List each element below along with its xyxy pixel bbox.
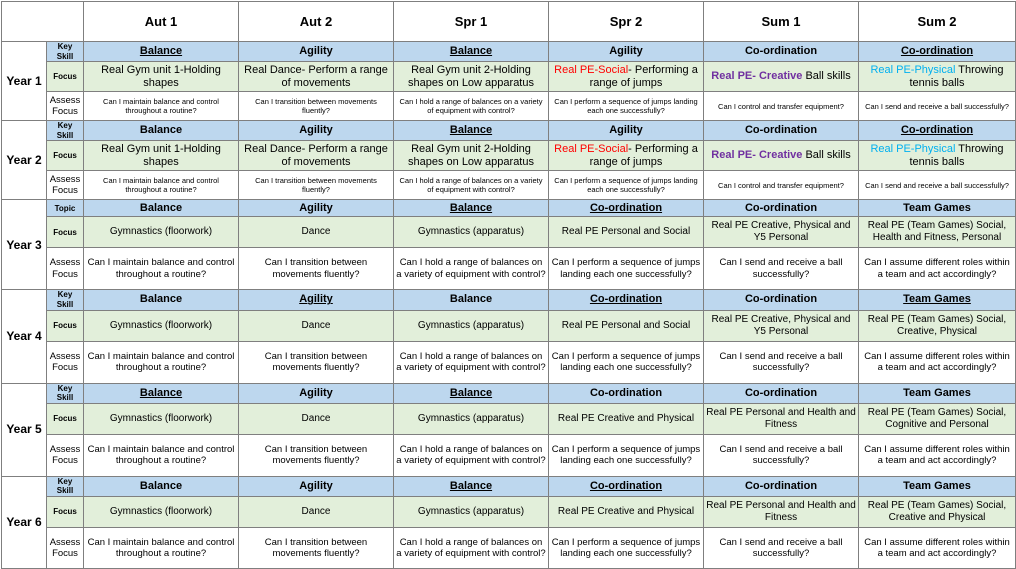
key-skill-cell: Balance xyxy=(394,200,549,217)
focus-cell: Real PE Creative and Physical xyxy=(549,496,704,527)
focus-text: Ball skills xyxy=(802,70,851,83)
key-skill-row xyxy=(2,476,1016,496)
term-header-row xyxy=(2,2,1016,42)
assess-cell: Can I transition between movements fluently? xyxy=(239,341,394,383)
focus-row xyxy=(2,62,1016,92)
year-label: Year 3 xyxy=(2,200,47,290)
term-header: Aut 2 xyxy=(239,2,394,42)
assess-cell: Can I transition between movements fluently? xyxy=(239,92,394,121)
year-label: Year 2 xyxy=(2,121,47,200)
assess-cell: Can I maintain balance and control throughout a routine? xyxy=(84,92,239,121)
focus-cell xyxy=(549,62,704,92)
assess-cell: Can I hold a range of balances on a variety of equipment with control? xyxy=(394,171,549,200)
key-skill-cell: Co-ordination xyxy=(859,42,1016,62)
assess-row xyxy=(2,341,1016,383)
focus-cell xyxy=(704,62,859,92)
assess-cell: Can I maintain balance and control throughout a routine? xyxy=(84,248,239,290)
focus-cell: Real PE (Team Games) Social, Creative, Physical xyxy=(859,310,1016,341)
focus-highlight: Real PE- Creative xyxy=(711,70,803,83)
focus-cell xyxy=(704,141,859,171)
term-header: Spr 1 xyxy=(394,2,549,42)
assess-cell: Can I assume different roles within a team and act accordingly? xyxy=(859,248,1016,290)
row-label: Focus xyxy=(47,403,84,434)
focus-highlight: Real PE-Physical xyxy=(870,63,956,76)
focus-cell: Dance xyxy=(239,403,394,434)
key-skill-cell: Balance xyxy=(84,200,239,217)
focus-cell: Gymnastics (apparatus) xyxy=(394,403,549,434)
key-skill-cell: Team Games xyxy=(859,383,1016,403)
term-header: Sum 2 xyxy=(859,2,1016,42)
row-label: Assess Focus xyxy=(47,92,84,121)
row-label: Focus xyxy=(47,310,84,341)
focus-cell: Real Gym unit 1-Holding shapes xyxy=(84,141,239,171)
key-skill-row xyxy=(2,121,1016,141)
focus-highlight: Real PE-Social xyxy=(554,63,629,76)
focus-text: Throwing tennis balls xyxy=(909,142,1004,168)
key-skill-cell: Co-ordination xyxy=(549,383,704,403)
curriculum-table xyxy=(1,1,1016,569)
row-label: Key Skill xyxy=(47,121,84,141)
key-skill-cell: Balance xyxy=(84,476,239,496)
focus-row xyxy=(2,217,1016,248)
key-skill-cell: Co-ordination xyxy=(704,200,859,217)
term-header: Sum 1 xyxy=(704,2,859,42)
year-label: Year 1 xyxy=(2,42,47,121)
assess-cell: Can I perform a sequence of jumps landing each one successfully? xyxy=(549,92,704,121)
focus-cell: Dance xyxy=(239,310,394,341)
key-skill-cell: Co-ordination xyxy=(859,121,1016,141)
assess-cell: Can I hold a range of balances on a variety of equipment with control? xyxy=(394,341,549,383)
key-skill-cell: Balance xyxy=(394,290,549,310)
focus-cell: Real PE Personal and Social xyxy=(549,310,704,341)
focus-cell: Gymnastics (apparatus) xyxy=(394,310,549,341)
focus-cell: Real Gym unit 2-Holding shapes on Low apparatus xyxy=(394,62,549,92)
focus-cell: Real Gym unit 2-Holding shapes on Low apparatus xyxy=(394,141,549,171)
focus-highlight: Real PE-Physical xyxy=(870,142,956,155)
assess-cell: Can I perform a sequence of jumps landing each one successfully? xyxy=(549,171,704,200)
focus-cell: Real PE Personal and Health and Fitness xyxy=(704,496,859,527)
key-skill-cell: Agility xyxy=(549,121,704,141)
row-label: Assess Focus xyxy=(47,341,84,383)
key-skill-cell: Team Games xyxy=(859,200,1016,217)
key-skill-cell: Co-ordination xyxy=(704,476,859,496)
focus-row xyxy=(2,403,1016,434)
focus-cell: Dance xyxy=(239,217,394,248)
year-label: Year 4 xyxy=(2,290,47,383)
key-skill-cell: Balance xyxy=(84,290,239,310)
focus-highlight: Real PE-Social xyxy=(554,142,629,155)
assess-cell: Can I send and receive a ball successfully? xyxy=(859,92,1016,121)
assess-cell: Can I maintain balance and control throughout a routine? xyxy=(84,434,239,476)
assess-cell: Can I control and transfer equipment? xyxy=(704,171,859,200)
corner-cell xyxy=(2,2,84,42)
key-skill-cell: Co-ordination xyxy=(704,383,859,403)
row-label: Focus xyxy=(47,141,84,171)
assess-cell: Can I maintain balance and control throughout a routine? xyxy=(84,341,239,383)
key-skill-cell: Balance xyxy=(84,42,239,62)
assess-cell: Can I transition between movements fluently? xyxy=(239,171,394,200)
assess-cell: Can I control and transfer equipment? xyxy=(704,92,859,121)
focus-cell xyxy=(549,141,704,171)
assess-cell: Can I send and receive a ball successfully? xyxy=(704,434,859,476)
assess-cell: Can I maintain balance and control throughout a routine? xyxy=(84,171,239,200)
key-skill-cell: Co-ordination xyxy=(704,290,859,310)
row-label: Assess Focus xyxy=(47,248,84,290)
key-skill-cell: Co-ordination xyxy=(549,290,704,310)
focus-cell: Real Dance- Perform a range of movements xyxy=(239,62,394,92)
focus-cell: Real Gym unit 1-Holding shapes xyxy=(84,62,239,92)
assess-cell: Can I hold a range of balances on a variety of equipment with control? xyxy=(394,527,549,568)
focus-cell: Gymnastics (apparatus) xyxy=(394,496,549,527)
assess-cell: Can I assume different roles within a team and act accordingly? xyxy=(859,434,1016,476)
key-skill-cell: Balance xyxy=(394,476,549,496)
assess-row xyxy=(2,171,1016,200)
focus-text: - Performing a range of jumps xyxy=(589,63,698,89)
focus-cell: Dance xyxy=(239,496,394,527)
focus-text: - Performing a range of jumps xyxy=(589,142,698,168)
assess-cell: Can I send and receive a ball successfully? xyxy=(859,171,1016,200)
key-skill-row xyxy=(2,383,1016,403)
focus-cell: Real PE Creative, Physical and Y5 Personal xyxy=(704,310,859,341)
key-skill-cell: Team Games xyxy=(859,290,1016,310)
assess-cell: Can I assume different roles within a team and act accordingly? xyxy=(859,341,1016,383)
focus-cell: Real PE Personal and Social xyxy=(549,217,704,248)
key-skill-cell: Agility xyxy=(239,383,394,403)
assess-cell: Can I perform a sequence of jumps landing each one successfully? xyxy=(549,248,704,290)
key-skill-cell: Balance xyxy=(84,383,239,403)
assess-cell: Can I maintain balance and control throughout a routine? xyxy=(84,527,239,568)
assess-cell: Can I hold a range of balances on a variety of equipment with control? xyxy=(394,92,549,121)
key-skill-cell: Balance xyxy=(84,121,239,141)
assess-cell: Can I transition between movements fluently? xyxy=(239,248,394,290)
focus-cell: Real PE (Team Games) Social, Health and Fitness, Personal xyxy=(859,217,1016,248)
key-skill-cell: Agility xyxy=(239,476,394,496)
assess-cell: Can I send and receive a ball successfully? xyxy=(704,527,859,568)
focus-cell: Gymnastics (apparatus) xyxy=(394,217,549,248)
assess-cell: Can I perform a sequence of jumps landing each one successfully? xyxy=(549,341,704,383)
row-label: Key Skill xyxy=(47,290,84,310)
focus-cell xyxy=(859,62,1016,92)
focus-cell: Real PE (Team Games) Social, Cognitive and Personal xyxy=(859,403,1016,434)
focus-cell: Gymnastics (floorwork) xyxy=(84,217,239,248)
focus-text: Throwing tennis balls xyxy=(909,63,1004,89)
key-skill-cell: Balance xyxy=(394,383,549,403)
term-header: Aut 1 xyxy=(84,2,239,42)
row-label: Focus xyxy=(47,62,84,92)
key-skill-cell: Co-ordination xyxy=(549,200,704,217)
focus-cell: Gymnastics (floorwork) xyxy=(84,496,239,527)
year-label: Year 5 xyxy=(2,383,47,476)
focus-cell xyxy=(859,141,1016,171)
assess-cell: Can I send and receive a ball successfully? xyxy=(704,248,859,290)
focus-cell: Gymnastics (floorwork) xyxy=(84,403,239,434)
focus-text: Ball skills xyxy=(802,149,851,162)
row-label: Key Skill xyxy=(47,383,84,403)
assess-row xyxy=(2,248,1016,290)
row-label: Key Skill xyxy=(47,42,84,62)
key-skill-cell: Agility xyxy=(239,200,394,217)
row-label: Assess Focus xyxy=(47,527,84,568)
assess-row xyxy=(2,527,1016,568)
row-label: Focus xyxy=(47,496,84,527)
key-skill-cell: Co-ordination xyxy=(704,121,859,141)
key-skill-cell: Co-ordination xyxy=(704,42,859,62)
row-label: Assess Focus xyxy=(47,434,84,476)
term-header: Spr 2 xyxy=(549,2,704,42)
focus-cell: Real Dance- Perform a range of movements xyxy=(239,141,394,171)
assess-cell: Can I transition between movements fluently? xyxy=(239,434,394,476)
focus-row xyxy=(2,141,1016,171)
key-skill-cell: Agility xyxy=(239,121,394,141)
key-skill-cell: Team Games xyxy=(859,476,1016,496)
row-label: Focus xyxy=(47,217,84,248)
focus-cell: Real PE (Team Games) Social, Creative and Physical xyxy=(859,496,1016,527)
key-skill-row xyxy=(2,200,1016,217)
focus-cell: Real PE Creative, Physical and Y5 Personal xyxy=(704,217,859,248)
assess-cell: Can I assume different roles within a team and act accordingly? xyxy=(859,527,1016,568)
year-label: Year 6 xyxy=(2,476,47,568)
key-skill-cell: Agility xyxy=(549,42,704,62)
focus-cell: Real PE Personal and Health and Fitness xyxy=(704,403,859,434)
assess-cell: Can I hold a range of balances on a variety of equipment with control? xyxy=(394,248,549,290)
assess-cell: Can I transition between movements fluently? xyxy=(239,527,394,568)
assess-cell: Can I perform a sequence of jumps landing each one successfully? xyxy=(549,527,704,568)
key-skill-cell: Agility xyxy=(239,42,394,62)
row-label: Topic xyxy=(47,200,84,217)
key-skill-cell: Balance xyxy=(394,121,549,141)
assess-cell: Can I send and receive a ball successfully? xyxy=(704,341,859,383)
focus-highlight: Real PE- Creative xyxy=(711,149,803,162)
focus-cell: Gymnastics (floorwork) xyxy=(84,310,239,341)
key-skill-row xyxy=(2,42,1016,62)
key-skill-cell: Agility xyxy=(239,290,394,310)
key-skill-cell: Co-ordination xyxy=(549,476,704,496)
focus-row xyxy=(2,310,1016,341)
key-skill-cell: Balance xyxy=(394,42,549,62)
assess-row xyxy=(2,92,1016,121)
focus-row xyxy=(2,496,1016,527)
row-label: Assess Focus xyxy=(47,171,84,200)
row-label: Key Skill xyxy=(47,476,84,496)
focus-cell: Real PE Creative and Physical xyxy=(549,403,704,434)
assess-cell: Can I hold a range of balances on a variety of equipment with control? xyxy=(394,434,549,476)
assess-row xyxy=(2,434,1016,476)
assess-cell: Can I perform a sequence of jumps landing each one successfully? xyxy=(549,434,704,476)
key-skill-row xyxy=(2,290,1016,310)
